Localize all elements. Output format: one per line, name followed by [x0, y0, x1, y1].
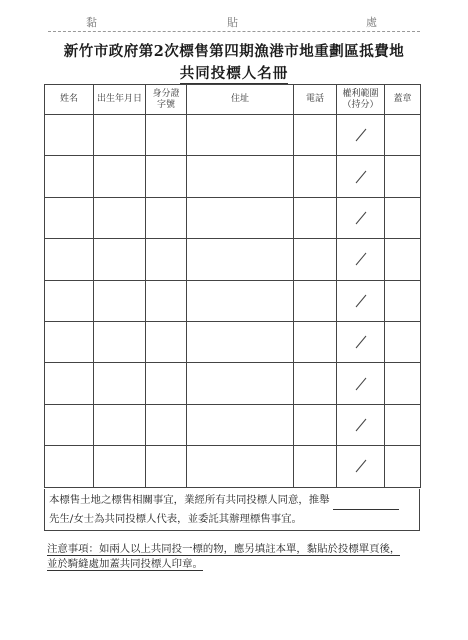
table-row [45, 239, 421, 280]
cell-share[interactable] [337, 156, 385, 197]
notes-line-2: 並於騎縫處加蓋共同投標人印章。 [47, 558, 203, 570]
cell-address[interactable] [187, 156, 294, 197]
delegation-statement [44, 489, 420, 531]
column-header-id: 身分證 字號 [146, 85, 187, 115]
cell-name[interactable] [45, 280, 94, 321]
cell-seal[interactable] [385, 115, 421, 156]
cell-name[interactable] [45, 321, 94, 362]
cell-address[interactable] [187, 115, 294, 156]
slash-icon [354, 293, 368, 309]
cell-address[interactable] [187, 239, 294, 280]
cell-id[interactable] [146, 404, 187, 445]
column-header-address: 住址 [187, 85, 294, 115]
cell-dob[interactable] [94, 404, 146, 445]
cell-name[interactable] [45, 239, 94, 280]
cell-share[interactable] [337, 197, 385, 238]
cell-dob[interactable] [94, 363, 146, 404]
table-row [45, 280, 421, 321]
cell-id[interactable] [146, 156, 187, 197]
cell-name[interactable] [45, 197, 94, 238]
cell-name[interactable] [45, 156, 94, 197]
stamp-dashed-line [48, 31, 420, 32]
cell-address[interactable] [187, 321, 294, 362]
table-row [45, 115, 421, 156]
cell-id[interactable] [146, 446, 187, 487]
cell-seal[interactable] [385, 280, 421, 321]
slash-icon [354, 169, 368, 185]
slash-icon [354, 251, 368, 267]
slash-icon [354, 376, 368, 392]
cell-address[interactable] [187, 404, 294, 445]
cell-dob[interactable] [94, 239, 146, 280]
column-header-seal: 蓋章 [385, 85, 421, 115]
cell-phone[interactable] [294, 239, 337, 280]
cell-address[interactable] [187, 197, 294, 238]
cell-address[interactable] [187, 280, 294, 321]
slash-icon [354, 417, 368, 433]
table-row [45, 197, 421, 238]
cell-name[interactable] [45, 446, 94, 487]
cell-phone[interactable] [294, 446, 337, 487]
statement-line-1: 本標售土地之標售相關事宜，業經所有共同投標人同意，推舉 [49, 494, 330, 506]
cell-dob[interactable] [94, 156, 146, 197]
co-bidder-table [44, 84, 421, 488]
column-header-phone: 電話 [294, 85, 337, 115]
stamp-paste-area [86, 14, 378, 28]
column-header-share: 權利範圍 （持分） [337, 85, 385, 115]
cell-dob[interactable] [94, 321, 146, 362]
table-header-row [45, 85, 421, 115]
notes-line-1: 注意事項：如兩人以上共同投一標的物，應另填註本單，黏貼於投標單頁後， [47, 543, 401, 555]
slash-icon [354, 334, 368, 350]
cell-name[interactable] [45, 404, 94, 445]
cell-id[interactable] [146, 115, 187, 156]
cell-dob[interactable] [94, 197, 146, 238]
stamp-char-2: 貼 [227, 16, 238, 29]
cell-id[interactable] [146, 239, 187, 280]
cell-share[interactable] [337, 363, 385, 404]
cell-name[interactable] [45, 363, 94, 404]
cell-share[interactable] [337, 404, 385, 445]
cell-id[interactable] [146, 321, 187, 362]
cell-dob[interactable] [94, 280, 146, 321]
cell-address[interactable] [187, 446, 294, 487]
table-row [45, 156, 421, 197]
cell-phone[interactable] [294, 197, 337, 238]
cell-name[interactable] [45, 115, 94, 156]
cell-share[interactable] [337, 239, 385, 280]
cell-seal[interactable] [385, 404, 421, 445]
cell-id[interactable] [146, 280, 187, 321]
cell-seal[interactable] [385, 321, 421, 362]
page-subtitle [0, 62, 468, 83]
stamp-char-3: 處 [366, 16, 377, 29]
column-header-dob: 出生年月日 [94, 85, 146, 115]
cell-dob[interactable] [94, 446, 146, 487]
cell-id[interactable] [146, 363, 187, 404]
cell-id[interactable] [146, 197, 187, 238]
slash-icon [354, 127, 368, 143]
table-row [45, 404, 421, 445]
slash-icon [354, 458, 368, 474]
table-row [45, 446, 421, 487]
stamp-char-1: 黏 [86, 16, 97, 29]
cell-seal[interactable] [385, 446, 421, 487]
cell-share[interactable] [337, 280, 385, 321]
cell-share[interactable] [337, 115, 385, 156]
cell-seal[interactable] [385, 363, 421, 404]
cell-phone[interactable] [294, 363, 337, 404]
table-row [45, 363, 421, 404]
column-header-name: 姓名 [45, 85, 94, 115]
cell-dob[interactable] [94, 115, 146, 156]
cell-address[interactable] [187, 363, 294, 404]
cell-phone[interactable] [294, 280, 337, 321]
cell-phone[interactable] [294, 404, 337, 445]
cell-share[interactable] [337, 321, 385, 362]
cell-seal[interactable] [385, 156, 421, 197]
notes-section [47, 542, 427, 572]
cell-phone[interactable] [294, 115, 337, 156]
representative-name-blank[interactable] [333, 497, 399, 510]
cell-phone[interactable] [294, 156, 337, 197]
statement-line-2: 先生/女士為共同投標人代表，並委託其辦理標售事宜。 [49, 513, 302, 525]
slash-icon [354, 210, 368, 226]
table-body [45, 115, 421, 488]
subtitle-text: 共同投標人名冊 [179, 65, 289, 82]
table-row [45, 321, 421, 362]
cell-share[interactable] [337, 446, 385, 487]
cell-seal[interactable] [385, 197, 421, 238]
cell-phone[interactable] [294, 321, 337, 362]
page-title: 新竹市政府第2次標售第四期漁港市地重劃區抵費地 [63, 43, 405, 60]
cell-seal[interactable] [385, 239, 421, 280]
